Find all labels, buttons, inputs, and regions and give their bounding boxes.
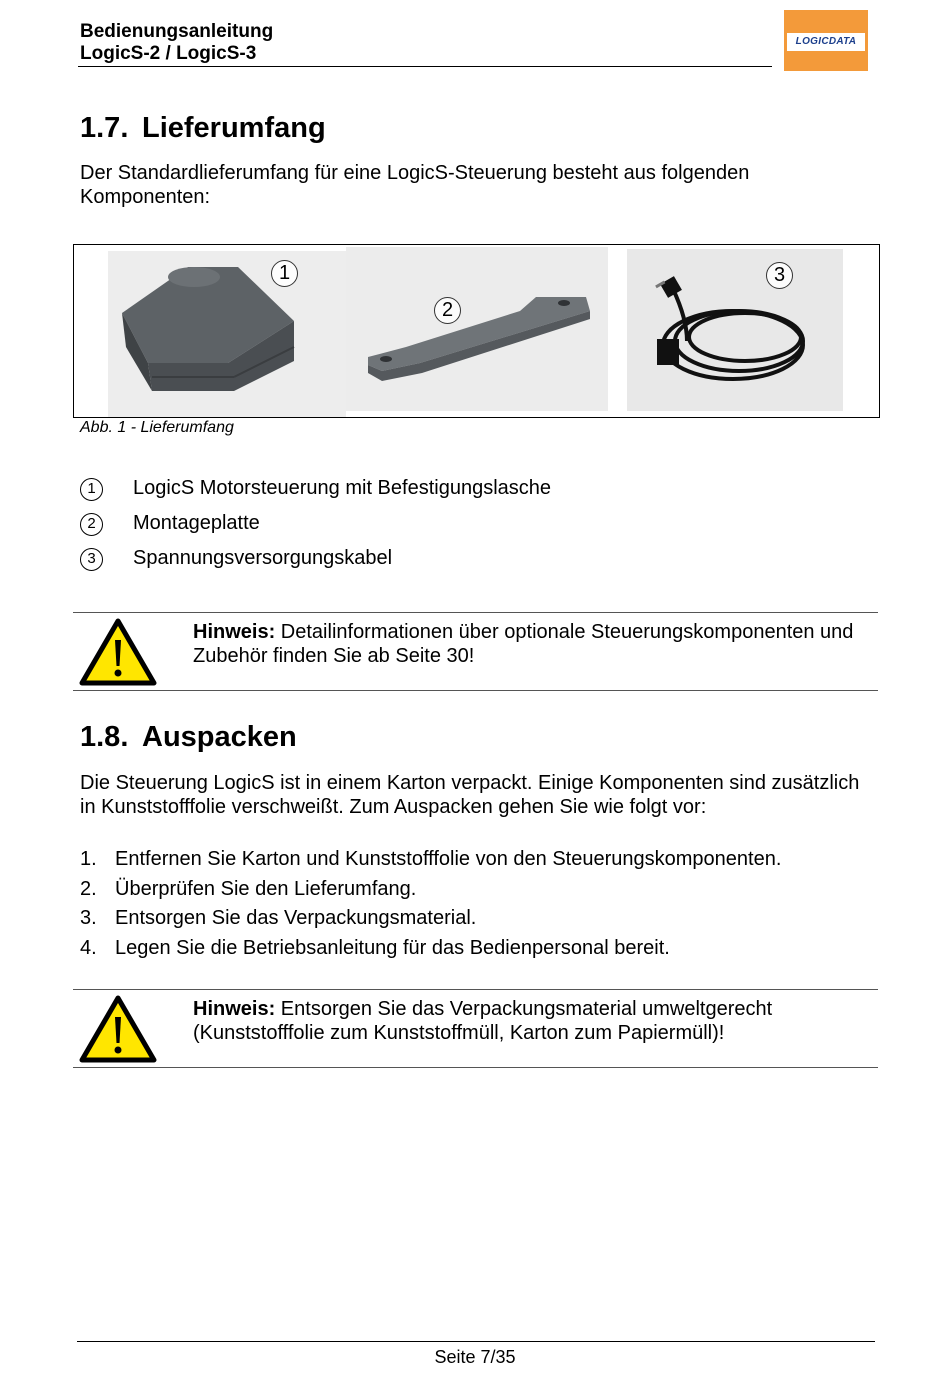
step-text: Überprüfen Sie den Lieferumfang. bbox=[115, 877, 417, 900]
note-label: Hinweis: bbox=[193, 621, 276, 643]
item-marker: 1 bbox=[80, 478, 103, 501]
header-title-line1: Bedienungsanleitung bbox=[80, 21, 274, 42]
step-number: 2. bbox=[80, 877, 97, 900]
step-item bbox=[80, 904, 860, 934]
figure-caption: Abb. 1 - Lieferumfang bbox=[80, 419, 234, 436]
step-number: 3. bbox=[80, 907, 97, 929]
section-title: Lieferumfang bbox=[142, 112, 326, 144]
power-cable-image bbox=[627, 249, 843, 411]
step-item bbox=[80, 875, 860, 905]
section-intro: Die Steuerung LogicS ist in einem Karton verpackt. Einige Komponenten sind zusätzlich in Kunststofffolie verschweißt. Zum Auspacken gehen Sie wie folgt vor: bbox=[80, 772, 860, 818]
item-text: LogicS Motorsteuerung mit Befestigungslasche bbox=[133, 477, 552, 499]
step-item bbox=[80, 845, 860, 875]
note-body: Entsorgen Sie das Verpackungsmaterial umweltgerecht (Kunststofffolie zum Kunststoffmüll, Karton zum Papiermüll)! bbox=[193, 998, 773, 1044]
note-box bbox=[73, 612, 878, 691]
logicdata-logo bbox=[784, 10, 868, 71]
mounting-plate-image bbox=[346, 247, 608, 411]
step-text: Legen Sie die Betriebsanleitung für das Bedienpersonal bereit. bbox=[115, 936, 670, 959]
note-box bbox=[73, 989, 878, 1068]
warning-triangle-icon bbox=[79, 995, 157, 1063]
section-heading-auspacken bbox=[80, 721, 297, 754]
callout-2: 2 bbox=[434, 297, 461, 324]
section-number: 1.8. bbox=[80, 721, 129, 753]
item-marker: 3 bbox=[80, 548, 103, 571]
note-body: Detailinformationen über optionale Steuerungskomponenten und Zubehör finden Sie ab Seite 30! bbox=[193, 621, 854, 667]
section-heading-lieferumfang bbox=[80, 112, 326, 145]
step-number: 1. bbox=[80, 848, 97, 870]
step-item bbox=[80, 934, 860, 964]
note-text bbox=[193, 620, 863, 668]
step-text: Entfernen Sie Karton und Kunststofffolie von den Steuerungskomponenten. bbox=[115, 848, 782, 870]
callout-3: 3 bbox=[766, 262, 793, 289]
item-text: Spannungsversorgungskabel bbox=[133, 547, 393, 569]
callout-1: 1 bbox=[271, 260, 298, 287]
header-title-line2: LogicS-2 / LogicS-3 bbox=[80, 43, 257, 64]
note-text bbox=[193, 997, 863, 1045]
header-rule bbox=[78, 66, 772, 67]
document-header bbox=[80, 21, 273, 65]
steps-list bbox=[80, 845, 860, 963]
step-text: Entsorgen Sie das Verpackungsmaterial. bbox=[115, 907, 477, 929]
motor-controller-image bbox=[108, 251, 346, 417]
logo-text: LOGICDATA bbox=[787, 33, 865, 51]
step-number: 4. bbox=[80, 936, 97, 959]
section-intro: Der Standardlieferumfang für eine LogicS-Steuerung besteht aus folgenden Komponenten: bbox=[80, 162, 750, 208]
section-number: 1.7. bbox=[80, 112, 129, 144]
figure-frame bbox=[73, 244, 880, 418]
footer-rule bbox=[77, 1341, 875, 1342]
page-number: Seite 7/35 bbox=[434, 1347, 516, 1367]
warning-triangle-icon bbox=[79, 618, 157, 686]
section-title: Auspacken bbox=[142, 721, 297, 753]
item-marker: 2 bbox=[80, 513, 103, 536]
note-label: Hinweis: bbox=[193, 998, 276, 1020]
item-text: Montageplatte bbox=[133, 512, 260, 534]
